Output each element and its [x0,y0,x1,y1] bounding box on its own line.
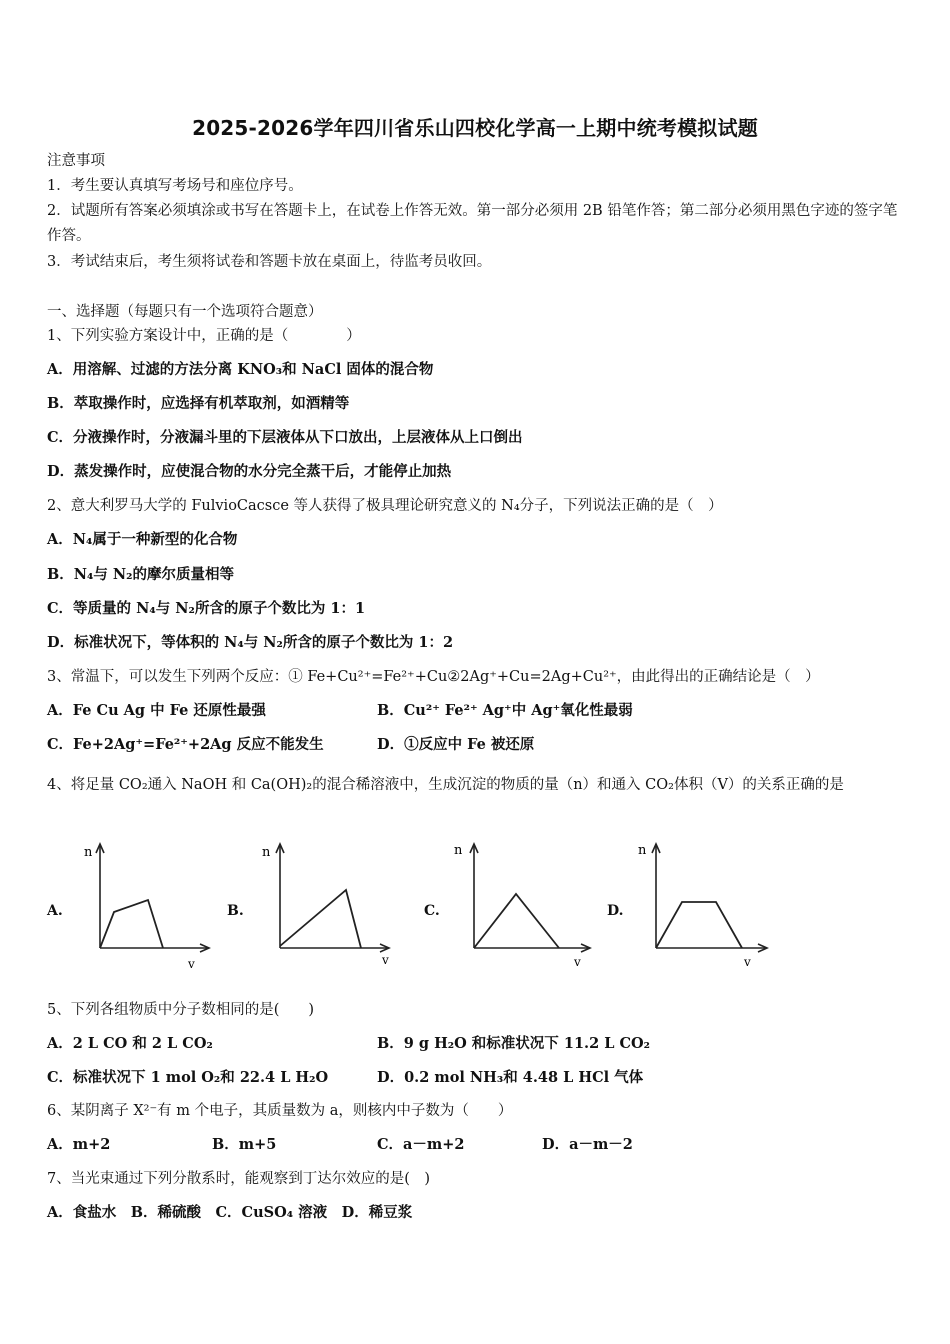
q2-stem: 2、意大利罗马大学的 FulvioCacsce 等人获得了极具理论研究意义的 N₄分子，下列说法正确的是（ ） [47,498,723,514]
q6-option-d: D．a－m－2 [542,1136,633,1153]
q4-graph-b-curve [280,890,361,948]
q5-option-a: A．2 L CO 和 2 L CO₂ [47,1035,213,1052]
q5-option-d: D．0.2 mol NH₃和 4.48 L HCl 气体 [377,1069,644,1086]
q4-graph-a-y-label: n [84,845,93,860]
q6-option-c: C．a－m+2 [377,1136,465,1153]
q4-graph-d-label: D. [607,903,624,919]
q3-option-c: C．Fe+2Ag⁺=Fe²⁺+2Ag 反应不能发生 [47,736,324,753]
section-heading: 一、选择题（每题只有一个选项符合题意） [47,304,323,320]
q3-stem: 3、常温下，可以发生下列两个反应：① Fe+Cu²⁺=Fe²⁺+Cu②2Ag⁺+Cu=2Ag+Cu²⁺，由此得出的正确结论是（ ） [47,669,820,685]
q4-graph-c-y-label: n [454,843,463,858]
q6-stem: 6、某阴离子 X²⁻有 m 个电子，其质量数为 a，则核内中子数为（ ） [47,1103,513,1119]
q2-option-b: B．N₄与 N₂的摩尔质量相等 [47,566,235,583]
q2-option-d: D．标准状况下，等体积的 N₄与 N₂所含的原子个数比为 1：2 [47,634,454,651]
notice-item-1: 1．考生要认真填写考场号和座位序号。 [47,178,303,194]
q2-option-c: C．等质量的 N₄与 N₂所含的原子个数比为 1：1 [47,600,366,617]
notice-heading: 注意事项 [47,153,105,169]
q1-option-a: A．用溶解、过滤的方法分离 KNO₃和 NaCl 固体的混合物 [47,361,434,378]
q4-graph-b [250,838,395,970]
q6-option-b: B．m+5 [212,1136,277,1153]
q5-option-b: B．9 g H₂O 和标准状况下 11.2 L CO₂ [377,1035,650,1052]
q1-stem: 1、下列实验方案设计中，正确的是（ ） [47,328,361,344]
q4-graph-c-x-label: v [574,955,581,969]
q4-graph-b-x-label: v [382,953,389,967]
q2-option-a: A．N₄属于一种新型的化合物 [47,531,238,548]
q4-graph-a-label: A. [47,903,63,919]
q4-graph-a-curve [100,900,163,948]
q3-option-d: D．①反应中 Fe 被还原 [377,736,535,753]
q4-graph-b-label: B. [227,903,244,919]
q3-option-b: B．Cu²⁺ Fe²⁺ Ag⁺中 Ag⁺氧化性最弱 [377,702,633,719]
q5-stem: 5、下列各组物质中分子数相同的是( ) [47,1002,315,1018]
q5-option-c: C．标准状况下 1 mol O₂和 22.4 L H₂O [47,1069,329,1086]
q1-option-c: C．分液操作时，分液漏斗里的下层液体从下口放出，上层液体从上口倒出 [47,429,523,446]
q4-graph-d [626,838,774,970]
q4-graph-c-curve [474,894,559,948]
q3-option-a: A．Fe Cu Ag 中 Fe 还原性最强 [47,702,266,719]
q4-graph-b-y-label: n [262,845,271,860]
q4-graph-c-label: C. [424,903,440,919]
q7-options: A．食盐水 B．稀硫酸 C．CuSO₄ 溶液 D．稀豆浆 [47,1204,413,1221]
q4-graph-d-curve [656,902,742,948]
q4-graph-d-x-label: v [744,955,751,969]
notice-item-2: 2．试题所有答案必须填涂或书写在答题卡上，在试卷上作答无效。第一部分必须用 2B 铅笔作答；第二部分必须用黑色字迹的签字笔作答。 [47,203,898,244]
q4-graph-a [70,838,215,970]
q4-graph-c [444,838,594,970]
q1-option-b: B．萃取操作时，应选择有机萃取剂，如酒精等 [47,395,350,412]
notice-item-3: 3．考试结束后，考生须将试卷和答题卡放在桌面上，待监考员收回。 [47,254,492,270]
q6-option-a: A．m+2 [47,1136,111,1153]
page-title: 2025-2026学年四川省乐山四校化学高一上期中统考模拟试题 [192,116,758,140]
q4-stem: 4、将足量 CO₂通入 NaOH 和 Ca(OH)₂的混合稀溶液中，生成沉淀的物质的量（n）和通入 CO₂体积（V）的关系正确的是 [47,777,844,793]
q1-option-d: D．蒸发操作时，应使混合物的水分完全蒸干后，才能停止加热 [47,463,452,480]
q7-stem: 7、当光束通过下列分散系时，能观察到丁达尔效应的是( ) [47,1171,431,1187]
q4-graph-a-x-label: v [188,957,195,970]
q4-graph-d-y-label: n [638,843,647,858]
